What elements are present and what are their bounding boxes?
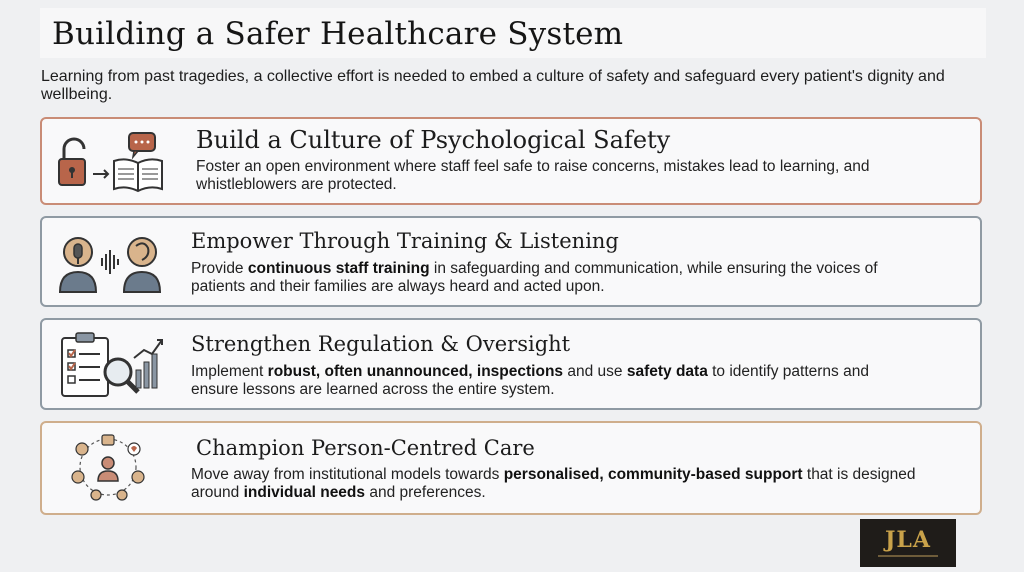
card-body-bold: individual needs: [243, 484, 366, 501]
card-body-text: Provide: [191, 260, 248, 277]
card-title: Empower Through Training & Listening: [191, 229, 619, 253]
card-body-text: to identify patterns and ensure lessons are learned across the entire system.: [191, 363, 869, 398]
page-subtitle: Learning from past tragedies, a collective effort is needed to embed a culture of safety and safeguard every patient's dignity and wellbeing.: [41, 68, 945, 103]
card-person-centred-care: [40, 421, 982, 515]
card-body-text: Foster an open environment where staff feel safe to raise concerns, mistakes lead to learning, and whistleblowers are protected.: [196, 158, 870, 193]
card-body-text: in safeguarding and communication, while ensuring the voices of patients and their families are always heard and acted upon.: [191, 260, 878, 295]
card-body-text: that is designed around: [191, 466, 916, 501]
logo-text: JLA: [885, 527, 931, 553]
card-body: [191, 466, 961, 502]
card-body: [191, 260, 921, 296]
community-network-icon: [56, 433, 166, 503]
card-body: [191, 363, 891, 399]
speaking-listening-icon: [56, 228, 166, 298]
card-body-bold: personalised, community-based support: [503, 466, 803, 483]
checklist-magnifier-chart-icon: [56, 330, 166, 400]
card-training-listening: [40, 216, 982, 307]
card-body-text: Move away from institutional models towards: [191, 466, 504, 483]
page-title: Building a Safer Healthcare System: [52, 16, 624, 52]
card-body-text: and preferences.: [365, 484, 486, 501]
jla-logo: [860, 519, 956, 567]
card-title: Champion Person-Centred Care: [196, 436, 535, 460]
card-regulation-oversight: [40, 318, 982, 410]
card-title: Strengthen Regulation & Oversight: [191, 332, 571, 356]
card-body-bold: robust, often unannounced, inspections: [267, 363, 564, 380]
card-body: [196, 158, 896, 194]
title-bar: [40, 8, 986, 58]
card-psychological-safety: [40, 117, 982, 205]
card-body-bold: continuous staff training: [247, 260, 430, 277]
logo-underline: [878, 555, 938, 557]
unlock-to-book-icon: [56, 129, 166, 199]
card-body-text: and use: [563, 363, 627, 380]
card-title: Build a Culture of Psychological Safety: [196, 126, 671, 154]
card-body-bold: safety data: [626, 363, 708, 380]
card-body-text: Implement: [191, 363, 268, 380]
